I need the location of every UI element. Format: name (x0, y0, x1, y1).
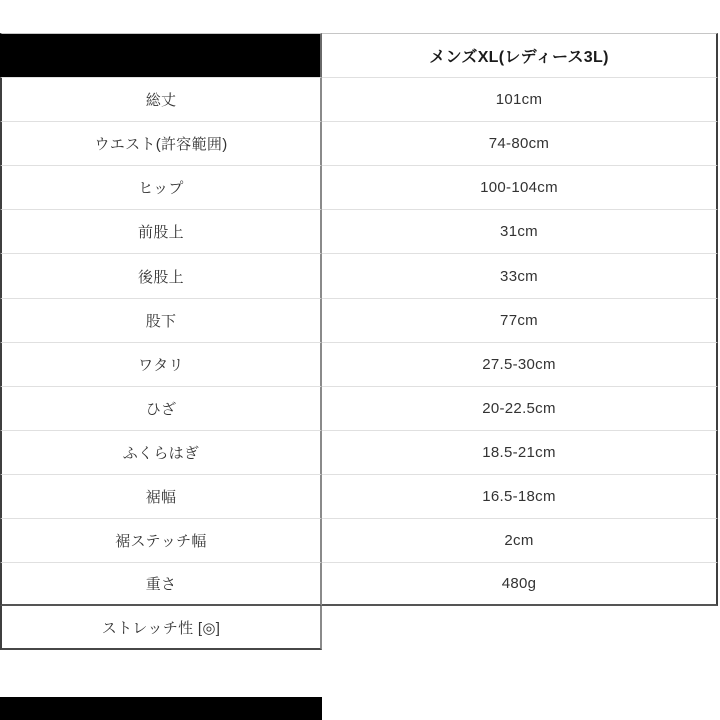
row-value: 16.5-18cm (322, 474, 718, 518)
row-label: 股下 (0, 298, 322, 342)
bottom-black-bar (0, 697, 322, 720)
row-value-empty (322, 606, 718, 650)
row-label: ウエスト(許容範囲) (0, 121, 322, 165)
row-label: ふくらはぎ (0, 430, 322, 474)
row-value: 101cm (322, 77, 718, 121)
row-value: 2cm (322, 518, 718, 562)
table-row (0, 209, 718, 253)
row-value: 27.5-30cm (322, 342, 718, 386)
row-value: 18.5-21cm (322, 430, 718, 474)
row-label: ひざ (0, 386, 322, 430)
table-row (0, 121, 718, 165)
table-row (0, 474, 718, 518)
size-column-header: メンズXL(レディース3L) (322, 33, 718, 77)
row-label: 裾幅 (0, 474, 322, 518)
header-black-cell (0, 33, 322, 77)
table-row (0, 562, 718, 606)
row-label: ヒップ (0, 165, 322, 209)
row-value: 33cm (322, 253, 718, 297)
row-value: 20-22.5cm (322, 386, 718, 430)
size-spec-table (0, 33, 718, 650)
row-label: 前股上 (0, 209, 322, 253)
row-label: 裾ステッチ幅 (0, 518, 322, 562)
table-row (0, 518, 718, 562)
table-row (0, 253, 718, 297)
table-row (0, 165, 718, 209)
row-value: 74-80cm (322, 121, 718, 165)
row-label: 総丈 (0, 77, 322, 121)
table-row (0, 606, 718, 650)
row-value: 100-104cm (322, 165, 718, 209)
row-value: 480g (322, 562, 718, 606)
table-row (0, 386, 718, 430)
row-value: 31cm (322, 209, 718, 253)
table-row (0, 342, 718, 386)
row-label: 重さ (0, 562, 322, 606)
row-label: ストレッチ性 [◎] (0, 606, 322, 650)
table-header-row (0, 33, 718, 77)
row-label: ワタリ (0, 342, 322, 386)
table-row (0, 298, 718, 342)
row-label: 後股上 (0, 253, 322, 297)
table-row (0, 77, 718, 121)
table-row (0, 430, 718, 474)
row-value: 77cm (322, 298, 718, 342)
